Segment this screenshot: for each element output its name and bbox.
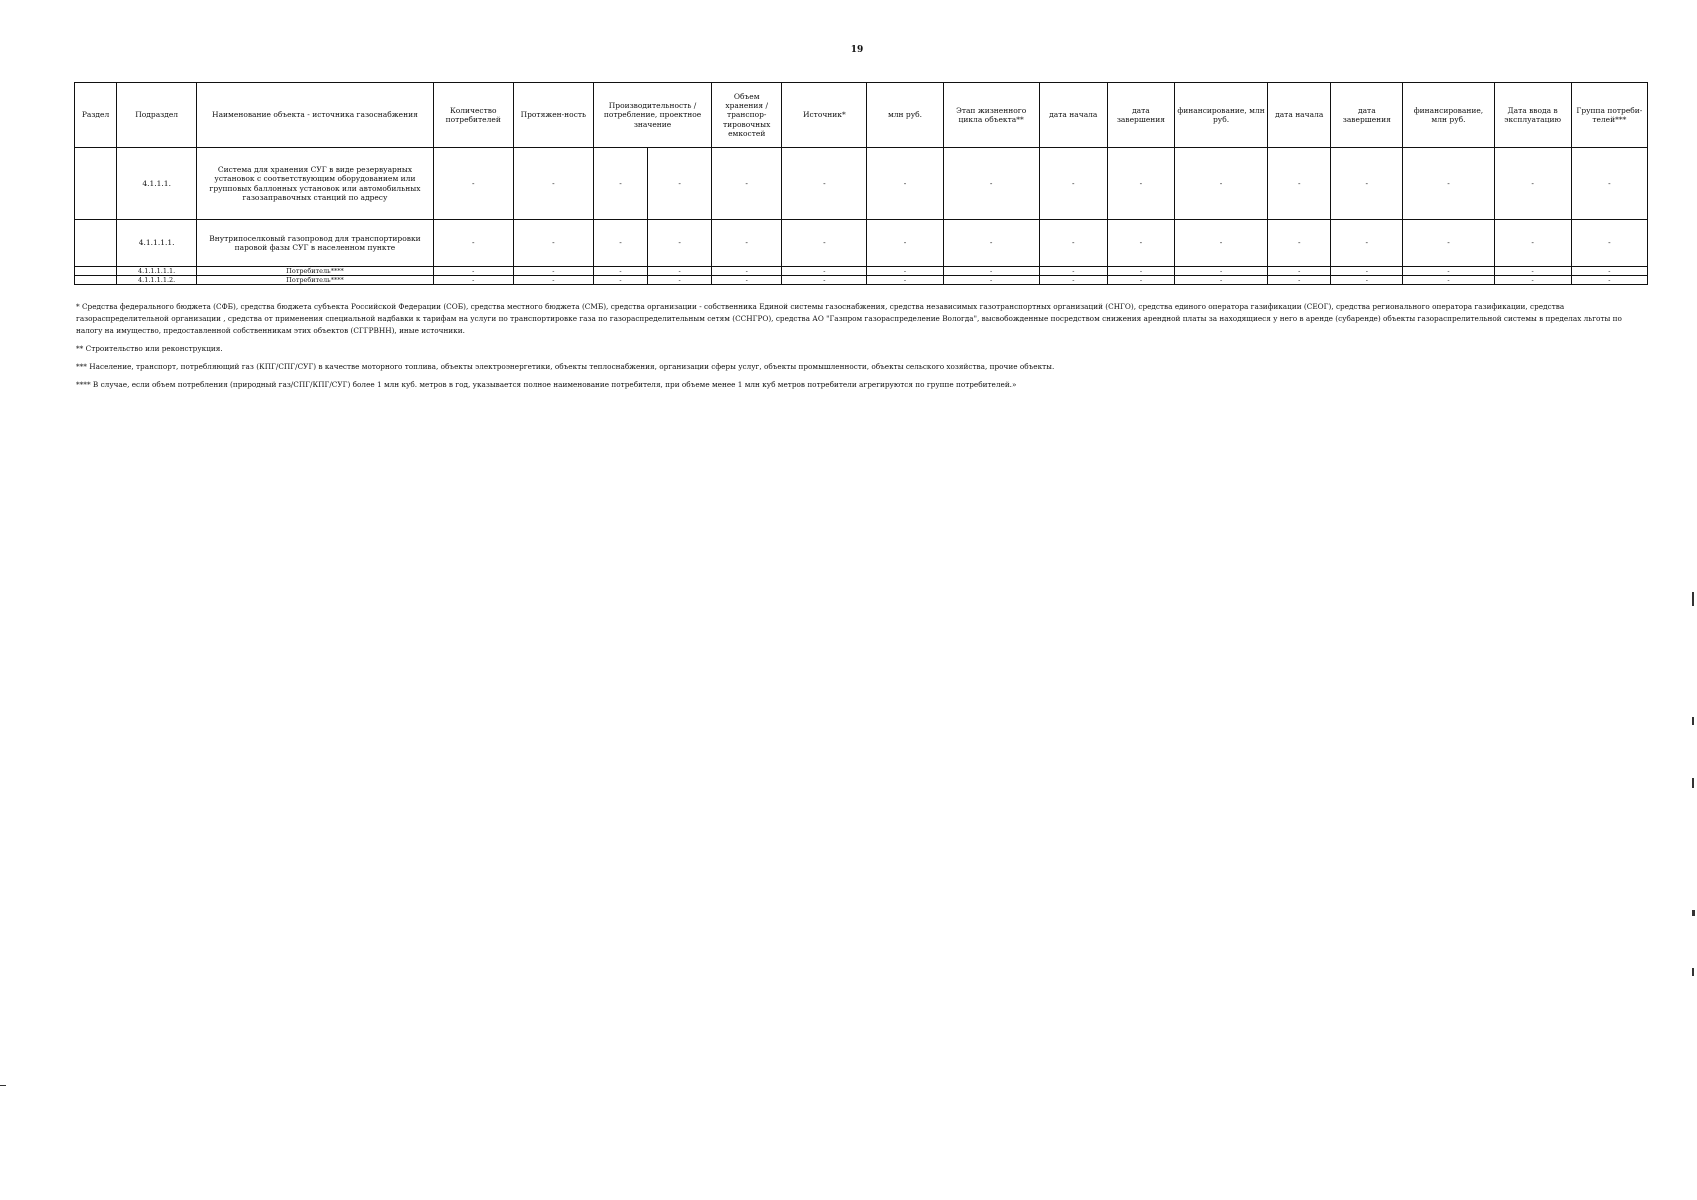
subsection-cell: 4.1.1.1.1.: [117, 220, 197, 267]
value-cell: -: [943, 267, 1039, 276]
value-cell: -: [867, 276, 943, 285]
table-header-row: [75, 83, 1648, 148]
value-cell: -: [593, 267, 647, 276]
footnote-lifecycle-stage: ** Строительство или реконструкция.: [76, 344, 223, 353]
scan-mark: [1692, 592, 1694, 606]
subsection-cell: 4.1.1.1.1.2.: [117, 276, 197, 285]
scan-mark: [1692, 717, 1694, 725]
value-cell: -: [1268, 148, 1331, 220]
value-cell: -: [1039, 267, 1107, 276]
section-cell: [75, 148, 117, 220]
value-cell: -: [1174, 276, 1267, 285]
scan-mark: [1692, 968, 1694, 976]
table-row: [75, 148, 1648, 220]
header-cell: дата завершения: [1331, 83, 1403, 148]
value-cell: -: [1331, 267, 1403, 276]
value-cell: -: [867, 220, 943, 267]
value-cell: -: [648, 148, 712, 220]
header-cell: Производительность / потребление, проектное значение: [593, 83, 711, 148]
object-name-cell: Внутрипоселковый газопровод для транспортировки паровой фазы СУГ в населенном пункте: [197, 220, 433, 267]
value-cell: -: [1331, 148, 1403, 220]
value-cell: -: [1268, 276, 1331, 285]
table-row: [75, 267, 1648, 276]
value-cell: -: [1107, 267, 1174, 276]
table-row: [75, 276, 1648, 285]
value-cell: -: [712, 148, 782, 220]
value-cell: -: [867, 148, 943, 220]
value-cell: -: [867, 267, 943, 276]
value-cell: -: [593, 276, 647, 285]
value-cell: -: [782, 148, 867, 220]
header-cell: Объем хранения / транспор-тировочных емкостей: [712, 83, 782, 148]
page-number: 19: [850, 45, 864, 55]
object-name-cell: Система для хранения СУГ в виде резервуарных установок с соответствующим оборудованием или групповых баллонных установок или автомобильных газозаправочных станций по адресу: [197, 148, 433, 220]
value-cell: -: [648, 276, 712, 285]
value-cell: -: [1494, 276, 1571, 285]
value-cell: -: [1268, 220, 1331, 267]
value-cell: -: [712, 267, 782, 276]
header-cell: дата завершения: [1107, 83, 1174, 148]
value-cell: -: [1403, 276, 1494, 285]
subsection-cell: 4.1.1.1.1.1.: [117, 267, 197, 276]
value-cell: -: [1039, 276, 1107, 285]
value-cell: -: [1107, 276, 1174, 285]
value-cell: -: [1039, 220, 1107, 267]
footnote-consumption-volume: **** В случае, если объем потребления (природный газ/СПГ/КПГ/СУГ) более 1 млн куб. метров в год, указывается полное наименование потребителя, при объеме менее 1 млн куб метров потребители агрегируются по группе потребителей.»: [76, 380, 1017, 389]
header-cell: Раздел: [75, 83, 117, 148]
header-cell: Протяжен-ность: [513, 83, 593, 148]
object-name-cell: Потребитель****: [197, 267, 433, 276]
value-cell: -: [1039, 148, 1107, 220]
value-cell: -: [433, 267, 513, 276]
footnote-consumer-groups: *** Население, транспорт, потребляющий газ (КПГ/СПГ/СУГ) в качестве моторного топлива, объекты электроэнергетики, объекты теплоснабжения, организации сферы услуг, объекты промышленности, объекты сельского хозяйства, прочие объекты.: [76, 362, 1055, 371]
value-cell: -: [1331, 276, 1403, 285]
value-cell: -: [1174, 148, 1267, 220]
object-name-cell: Потребитель****: [197, 276, 433, 285]
value-cell: -: [712, 220, 782, 267]
value-cell: -: [513, 267, 593, 276]
header-cell: млн руб.: [867, 83, 943, 148]
value-cell: -: [513, 220, 593, 267]
value-cell: -: [712, 276, 782, 285]
header-cell: финансирование, млн руб.: [1403, 83, 1494, 148]
value-cell: -: [1107, 220, 1174, 267]
value-cell: -: [1571, 220, 1647, 267]
gas-supply-table: [74, 82, 1648, 285]
value-cell: -: [782, 276, 867, 285]
header-cell: Источник*: [782, 83, 867, 148]
value-cell: -: [1331, 220, 1403, 267]
footnote-funding-sources: * Средства федерального бюджета (СФБ), средства бюджета субъекта Российской Федерации (СОБ), средства местного бюджета (СМБ), средства организации - собственника Единой системы газоснабжения, средства независимых газотранспортных организаций (СНГО), средства единого оператора газификации (СЕОГ), средства регионального оператора газификации, средства газораспределительной организации , средства от применения специальной надбавки к тарифам на услуги по транспортировке газа по газораспределительным сетям (ССНГРО), средства АО "Газпром газораспределение Вологда", высвобожденные посредством снижения арендной платы за находящиеся у него в аренде (субаренде) объекты газораспрелительной системы в пределах льготы по налогу на имущество, предоставленной собственникам этих объектов (СГГРВНН), иные источники.: [76, 302, 1622, 335]
value-cell: -: [1403, 220, 1494, 267]
value-cell: -: [593, 220, 647, 267]
value-cell: -: [782, 267, 867, 276]
value-cell: -: [593, 148, 647, 220]
header-cell: дата начала: [1039, 83, 1107, 148]
value-cell: -: [648, 267, 712, 276]
header-cell: финансирование, млн руб.: [1174, 83, 1267, 148]
value-cell: -: [1403, 267, 1494, 276]
subsection-cell: 4.1.1.1.: [117, 148, 197, 220]
section-cell: [75, 267, 117, 276]
value-cell: -: [513, 148, 593, 220]
value-cell: -: [943, 220, 1039, 267]
value-cell: -: [1571, 267, 1647, 276]
value-cell: -: [1494, 267, 1571, 276]
header-cell: Этап жизненного цикла объекта**: [943, 83, 1039, 148]
value-cell: -: [1494, 220, 1571, 267]
header-cell: Группа потреби-телей***: [1571, 83, 1647, 148]
value-cell: -: [648, 220, 712, 267]
header-cell: дата начала: [1268, 83, 1331, 148]
section-cell: [75, 220, 117, 267]
value-cell: -: [513, 276, 593, 285]
section-cell: [75, 276, 117, 285]
value-cell: -: [1268, 267, 1331, 276]
value-cell: -: [1571, 276, 1647, 285]
value-cell: -: [782, 220, 867, 267]
scan-mark: [0, 1085, 6, 1086]
table-row: [75, 220, 1648, 267]
value-cell: -: [433, 220, 513, 267]
header-cell: Дата ввода в эксплуатацию: [1494, 83, 1571, 148]
value-cell: -: [943, 148, 1039, 220]
value-cell: -: [1403, 148, 1494, 220]
value-cell: -: [1107, 148, 1174, 220]
value-cell: -: [1494, 148, 1571, 220]
footnotes: [76, 301, 1636, 397]
value-cell: -: [1571, 148, 1647, 220]
header-cell: Наименование объекта - источника газоснабжения: [197, 83, 433, 148]
value-cell: -: [433, 148, 513, 220]
scan-mark: [1692, 910, 1695, 916]
value-cell: -: [943, 276, 1039, 285]
value-cell: -: [1174, 220, 1267, 267]
header-cell: Количество потребителей: [433, 83, 513, 148]
value-cell: -: [1174, 267, 1267, 276]
value-cell: -: [433, 276, 513, 285]
header-cell: Подраздел: [117, 83, 197, 148]
scan-mark: [1692, 778, 1694, 788]
